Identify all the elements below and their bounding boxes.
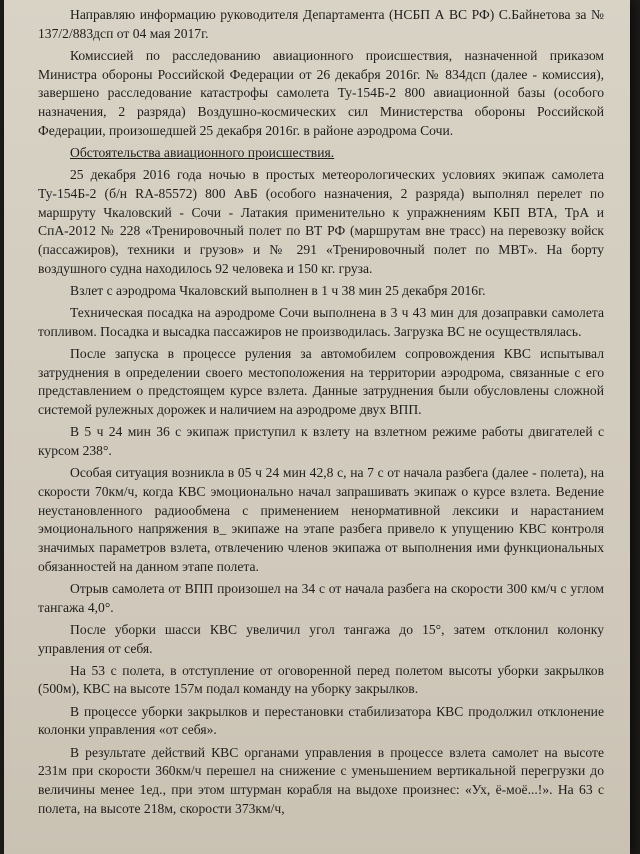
paragraph-technical-landing: Техническая посадка на аэродроме Сочи выполнена в 3 ч 43 мин для дозаправки самолета топливом. Посадка и высадка пассажиров не производилась. Загрузка ВС не осуществлялась. [38, 305, 604, 339]
paragraph-gear-retraction: После уборки шасси КВС увеличил угол тангажа до 15°, затем отклонил колонку управления от себя. [38, 621, 604, 656]
paragraph-descent: В результате действий КВС органами управления в процессе взлета самолет на высоте 231м при скорости 360км/ч перешел на снижение с уменьшением вертикальной перегрузки до величины менее 1ед., при этом штурман корабля на выдохе произнес: «Ух, ё-моё...!». На 63 с полета, на высоте 218м, скорости 373км/ч, [38, 744, 604, 816]
paragraph-commission: Комиссией по расследованию авиационного происшествия, назначенной приказом Министра обороны Российской Федерации от 26 декабря 2016г. № 834дсп (далее - комиссия), завершено расследование катастрофы самолета Ту-154Б-2 800 авиационной базы (особого назначения, 2 разряда) Воздушно-космических сил Министерства обороны Российской Федерации, произошедшей 25 декабря 2016г. в районе аэродрома Сочи. [38, 47, 604, 138]
paragraph-taxiing: После запуска в процессе руления за автомобилем сопровождения КВС испытывал затруднения в определении своего местоположения на территории аэродрома, связанные с его представлением о предстоящем курсе взлета. Данные затруднения были обусловлены сложной системой рулежных дорожек и наличием на аэродроме двух ВПП. [38, 345, 604, 418]
paragraph-stabilizer: В процессе уборки закрылков и перестановки стабилизатора КВС продолжил отклонение колонки управления «от себя». [38, 703, 604, 738]
paragraph-special-situation: Особая ситуация возникла в 05 ч 24 мин 42,8 с, на 7 с от начала разбега (далее - полета), на скорости 70км/ч, когда КВС эмоционально начал запрашивать экипаж о курсе взлета. Ведение неустановленного радиообмена с применением ненормативной лексики и нарастанием эмоционального напряжения в_ экипаже на этапе разбега привело к упущению КВС контроля значимых параметров взлета, отвлечению членов экипажа от выполнения ими функциональных обязанностей на данном этапе полета. [38, 465, 604, 574]
document-body [38, 6, 604, 818]
document-page [4, 0, 630, 854]
paragraph-flaps-command: На 53 с полета, в отступление от оговоренной перед полетом высоты уборки закрылков (500м), КВС на высоте 157м подал команду на уборку закрылков. [38, 662, 604, 697]
section-heading: Обстоятельства авиационного происшествия. [70, 144, 335, 160]
paragraph-takeoff-start: В 5 ч 24 мин 36 с экипаж приступил к взлету на взлетном режиме работы двигателей с курсом 238°. [38, 424, 604, 458]
paragraph-flight-route: 25 декабря 2016 года ночью в простых метеорологических условиях экипаж самолета Ту-154Б-2 (б/н RA-85572) 800 АвБ (особого назначения, 2 разряда) выполнял перелет по маршруту Чкаловский - Сочи - Латакия применительно к упражнениям КБП ВТА, ТрА и СпА-2012 № 228 «Тренировочный полет по ВТ РФ (маршрутам вне трасс) на перевозку войск (пассажиров), техники и грузов» и № 291 «Тренировочный полет по МВТ». На борту воздушного судна находилось 92 человека и 150 кг. груза. [38, 167, 604, 276]
paragraph-header: Направляю информацию руководителя Департамента (НСБП А ВС РФ) С.Байнетова за № 137/2/883дсп от 04 мая 2017г. [38, 7, 604, 41]
paragraph-liftoff: Отрыв самолета от ВПП произошел на 34 с от начала разбега на скорости 300 км/ч с углом тангажа 4,0°. [38, 580, 604, 615]
paragraph-takeoff-chkalovsky: Взлет с аэродрома Чкаловский выполнен в 1 ч 38 мин 25 декабря 2016г. [70, 282, 486, 298]
